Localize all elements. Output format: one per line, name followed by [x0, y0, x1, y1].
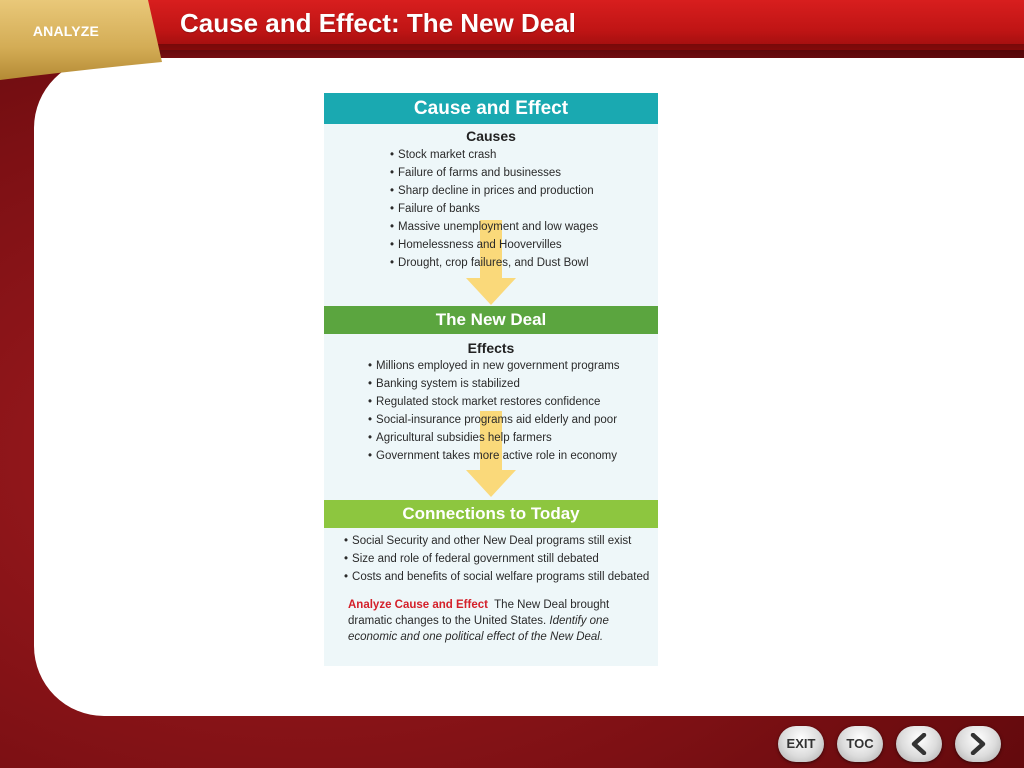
list-item: • Millions employed in new government programs: [368, 357, 620, 375]
effects-heading: Effects: [467, 340, 515, 356]
page-title: Cause and Effect: The New Deal: [180, 8, 576, 38]
section-tab-shape: [0, 0, 162, 80]
toc-button[interactable]: TOC: [837, 726, 883, 762]
exit-button[interactable]: EXIT: [778, 726, 824, 762]
list-item: • Banking system is stabilized: [368, 375, 620, 393]
new-deal-band: The New Deal: [324, 306, 658, 334]
list-item: • Agricultural subsidies help farmers: [368, 429, 620, 447]
list-item: • Massive unemployment and low wages: [390, 218, 598, 236]
question-label: Analyze Cause and Effect: [348, 599, 488, 611]
connections-band: Connections to Today: [324, 500, 658, 528]
list-item: • Failure of farms and businesses: [390, 164, 598, 182]
chevron-left-icon: [909, 733, 929, 755]
list-item: • Regulated stock market restores confidence: [368, 393, 620, 411]
cause-effect-chart: [324, 93, 658, 666]
list-item: • Drought, crop failures, and Dust Bowl: [390, 254, 598, 272]
next-button[interactable]: [955, 726, 1001, 762]
chevron-right-icon: [968, 733, 988, 755]
section-tab-label: ANALYZE: [32, 23, 100, 39]
previous-button[interactable]: [896, 726, 942, 762]
list-item: • Government takes more active role in economy: [368, 447, 620, 465]
effects-list: [368, 357, 620, 465]
causes-heading: Causes: [466, 128, 516, 144]
list-item: • Social-insurance programs aid elderly and poor: [368, 411, 620, 429]
list-item: • Social Security and other New Deal programs still exist: [344, 532, 649, 550]
list-item: • Costs and benefits of social welfare programs still debated: [344, 568, 649, 586]
list-item: • Stock market crash: [390, 146, 598, 164]
section-tab: [0, 0, 162, 80]
causes-list: [390, 146, 598, 272]
question-text: The New Deal brought dramatic changes to the United States.: [348, 599, 610, 627]
analyze-question: [348, 597, 648, 645]
list-item: • Size and role of federal government still debated: [344, 550, 649, 568]
causes-band: Cause and Effect: [324, 93, 658, 124]
list-item: • Failure of banks: [390, 200, 598, 218]
list-item: • Sharp decline in prices and production: [390, 182, 598, 200]
list-item: • Homelessness and Hoovervilles: [390, 236, 598, 254]
question-prompt: Identify one economic and one political effect of the New Deal.: [348, 615, 609, 643]
connections-list: [344, 532, 649, 586]
